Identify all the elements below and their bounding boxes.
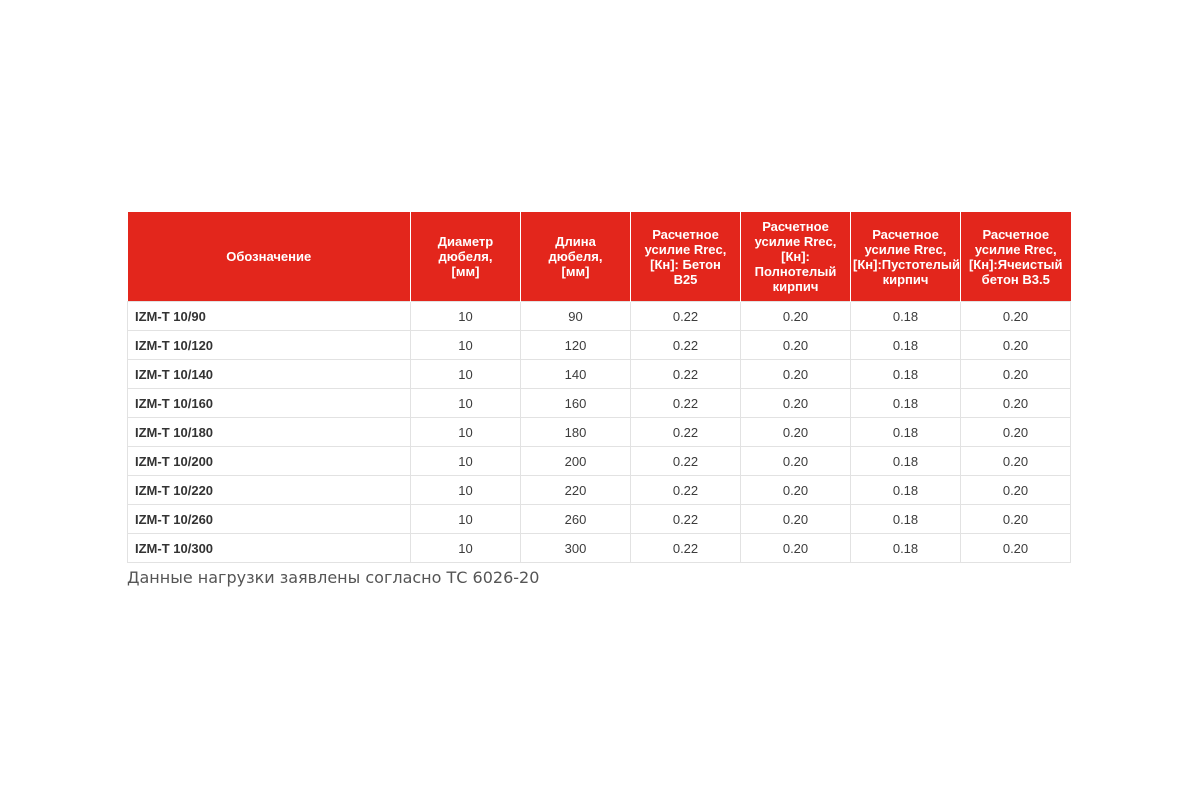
cell-diameter: 10 [411,418,521,447]
cell-load-hollow-brick: 0.18 [851,447,961,476]
cell-load-solid-brick: 0.20 [741,360,851,389]
cell-length: 260 [521,505,631,534]
cell-load-cellular-concrete: 0.20 [961,476,1071,505]
cell-load-hollow-brick: 0.18 [851,534,961,563]
cell-load-cellular-concrete: 0.20 [961,418,1071,447]
table-row [128,476,1071,505]
cell-load-solid-brick: 0.20 [741,476,851,505]
cell-diameter: 10 [411,360,521,389]
cell-load-concrete: 0.22 [631,418,741,447]
cell-designation: IZM-T 10/200 [128,447,411,476]
cell-length: 180 [521,418,631,447]
table-header-row [128,212,1071,302]
cell-load-concrete: 0.22 [631,302,741,331]
cell-load-hollow-brick: 0.18 [851,505,961,534]
table-row [128,534,1071,563]
cell-designation: IZM-T 10/140 [128,360,411,389]
cell-load-hollow-brick: 0.18 [851,360,961,389]
cell-load-solid-brick: 0.20 [741,534,851,563]
header-load-solid-brick: Расчетное усилие Rrec, [Кн]: Полнотелый кирпич [741,212,851,302]
cell-load-solid-brick: 0.20 [741,418,851,447]
load-note: Данные нагрузки заявлены согласно ТС 6026-20 [127,568,540,587]
table-row [128,360,1071,389]
cell-load-solid-brick: 0.20 [741,447,851,476]
cell-load-cellular-concrete: 0.20 [961,389,1071,418]
header-load-concrete: Расчетное усилие Rrec, [Кн]: Бетон B25 [631,212,741,302]
cell-length: 300 [521,534,631,563]
cell-length: 220 [521,476,631,505]
cell-designation: IZM-T 10/160 [128,389,411,418]
table-row [128,302,1071,331]
cell-load-concrete: 0.22 [631,534,741,563]
cell-diameter: 10 [411,534,521,563]
cell-diameter: 10 [411,476,521,505]
cell-load-cellular-concrete: 0.20 [961,447,1071,476]
cell-diameter: 10 [411,331,521,360]
cell-load-solid-brick: 0.20 [741,505,851,534]
cell-designation: IZM-T 10/300 [128,534,411,563]
cell-load-cellular-concrete: 0.20 [961,534,1071,563]
table-body [128,302,1071,563]
cell-designation: IZM-T 10/120 [128,331,411,360]
cell-load-concrete: 0.22 [631,476,741,505]
cell-length: 160 [521,389,631,418]
cell-load-cellular-concrete: 0.20 [961,302,1071,331]
cell-load-hollow-brick: 0.18 [851,302,961,331]
cell-designation: IZM-T 10/180 [128,418,411,447]
cell-length: 200 [521,447,631,476]
cell-load-concrete: 0.22 [631,389,741,418]
cell-diameter: 10 [411,389,521,418]
table-row [128,389,1071,418]
cell-load-solid-brick: 0.20 [741,331,851,360]
cell-load-hollow-brick: 0.18 [851,418,961,447]
header-designation: Обозначение [128,212,411,302]
cell-designation: IZM-T 10/260 [128,505,411,534]
spec-table-container [127,212,1071,563]
header-diameter: Диаметр дюбеля, [мм] [411,212,521,302]
cell-diameter: 10 [411,302,521,331]
table-row [128,418,1071,447]
cell-load-concrete: 0.22 [631,447,741,476]
cell-length: 90 [521,302,631,331]
header-length: Длина дюбеля, [мм] [521,212,631,302]
header-load-cellular-concrete: Расчетное усилие Rrec, [Кн]:Ячеистый бетон B3.5 [961,212,1071,302]
cell-designation: IZM-T 10/220 [128,476,411,505]
cell-load-concrete: 0.22 [631,331,741,360]
cell-load-solid-brick: 0.20 [741,389,851,418]
cell-length: 120 [521,331,631,360]
table-row [128,505,1071,534]
cell-load-hollow-brick: 0.18 [851,476,961,505]
cell-load-solid-brick: 0.20 [741,302,851,331]
cell-length: 140 [521,360,631,389]
spec-table [127,212,1071,563]
cell-load-cellular-concrete: 0.20 [961,505,1071,534]
header-load-hollow-brick: Расчетное усилие Rrec, [Кн]:Пустотелый кирпич [851,212,961,302]
cell-load-hollow-brick: 0.18 [851,331,961,360]
cell-load-cellular-concrete: 0.20 [961,331,1071,360]
table-row [128,331,1071,360]
cell-diameter: 10 [411,505,521,534]
cell-designation: IZM-T 10/90 [128,302,411,331]
cell-diameter: 10 [411,447,521,476]
cell-load-concrete: 0.22 [631,505,741,534]
cell-load-hollow-brick: 0.18 [851,389,961,418]
cell-load-concrete: 0.22 [631,360,741,389]
table-row [128,447,1071,476]
cell-load-cellular-concrete: 0.20 [961,360,1071,389]
